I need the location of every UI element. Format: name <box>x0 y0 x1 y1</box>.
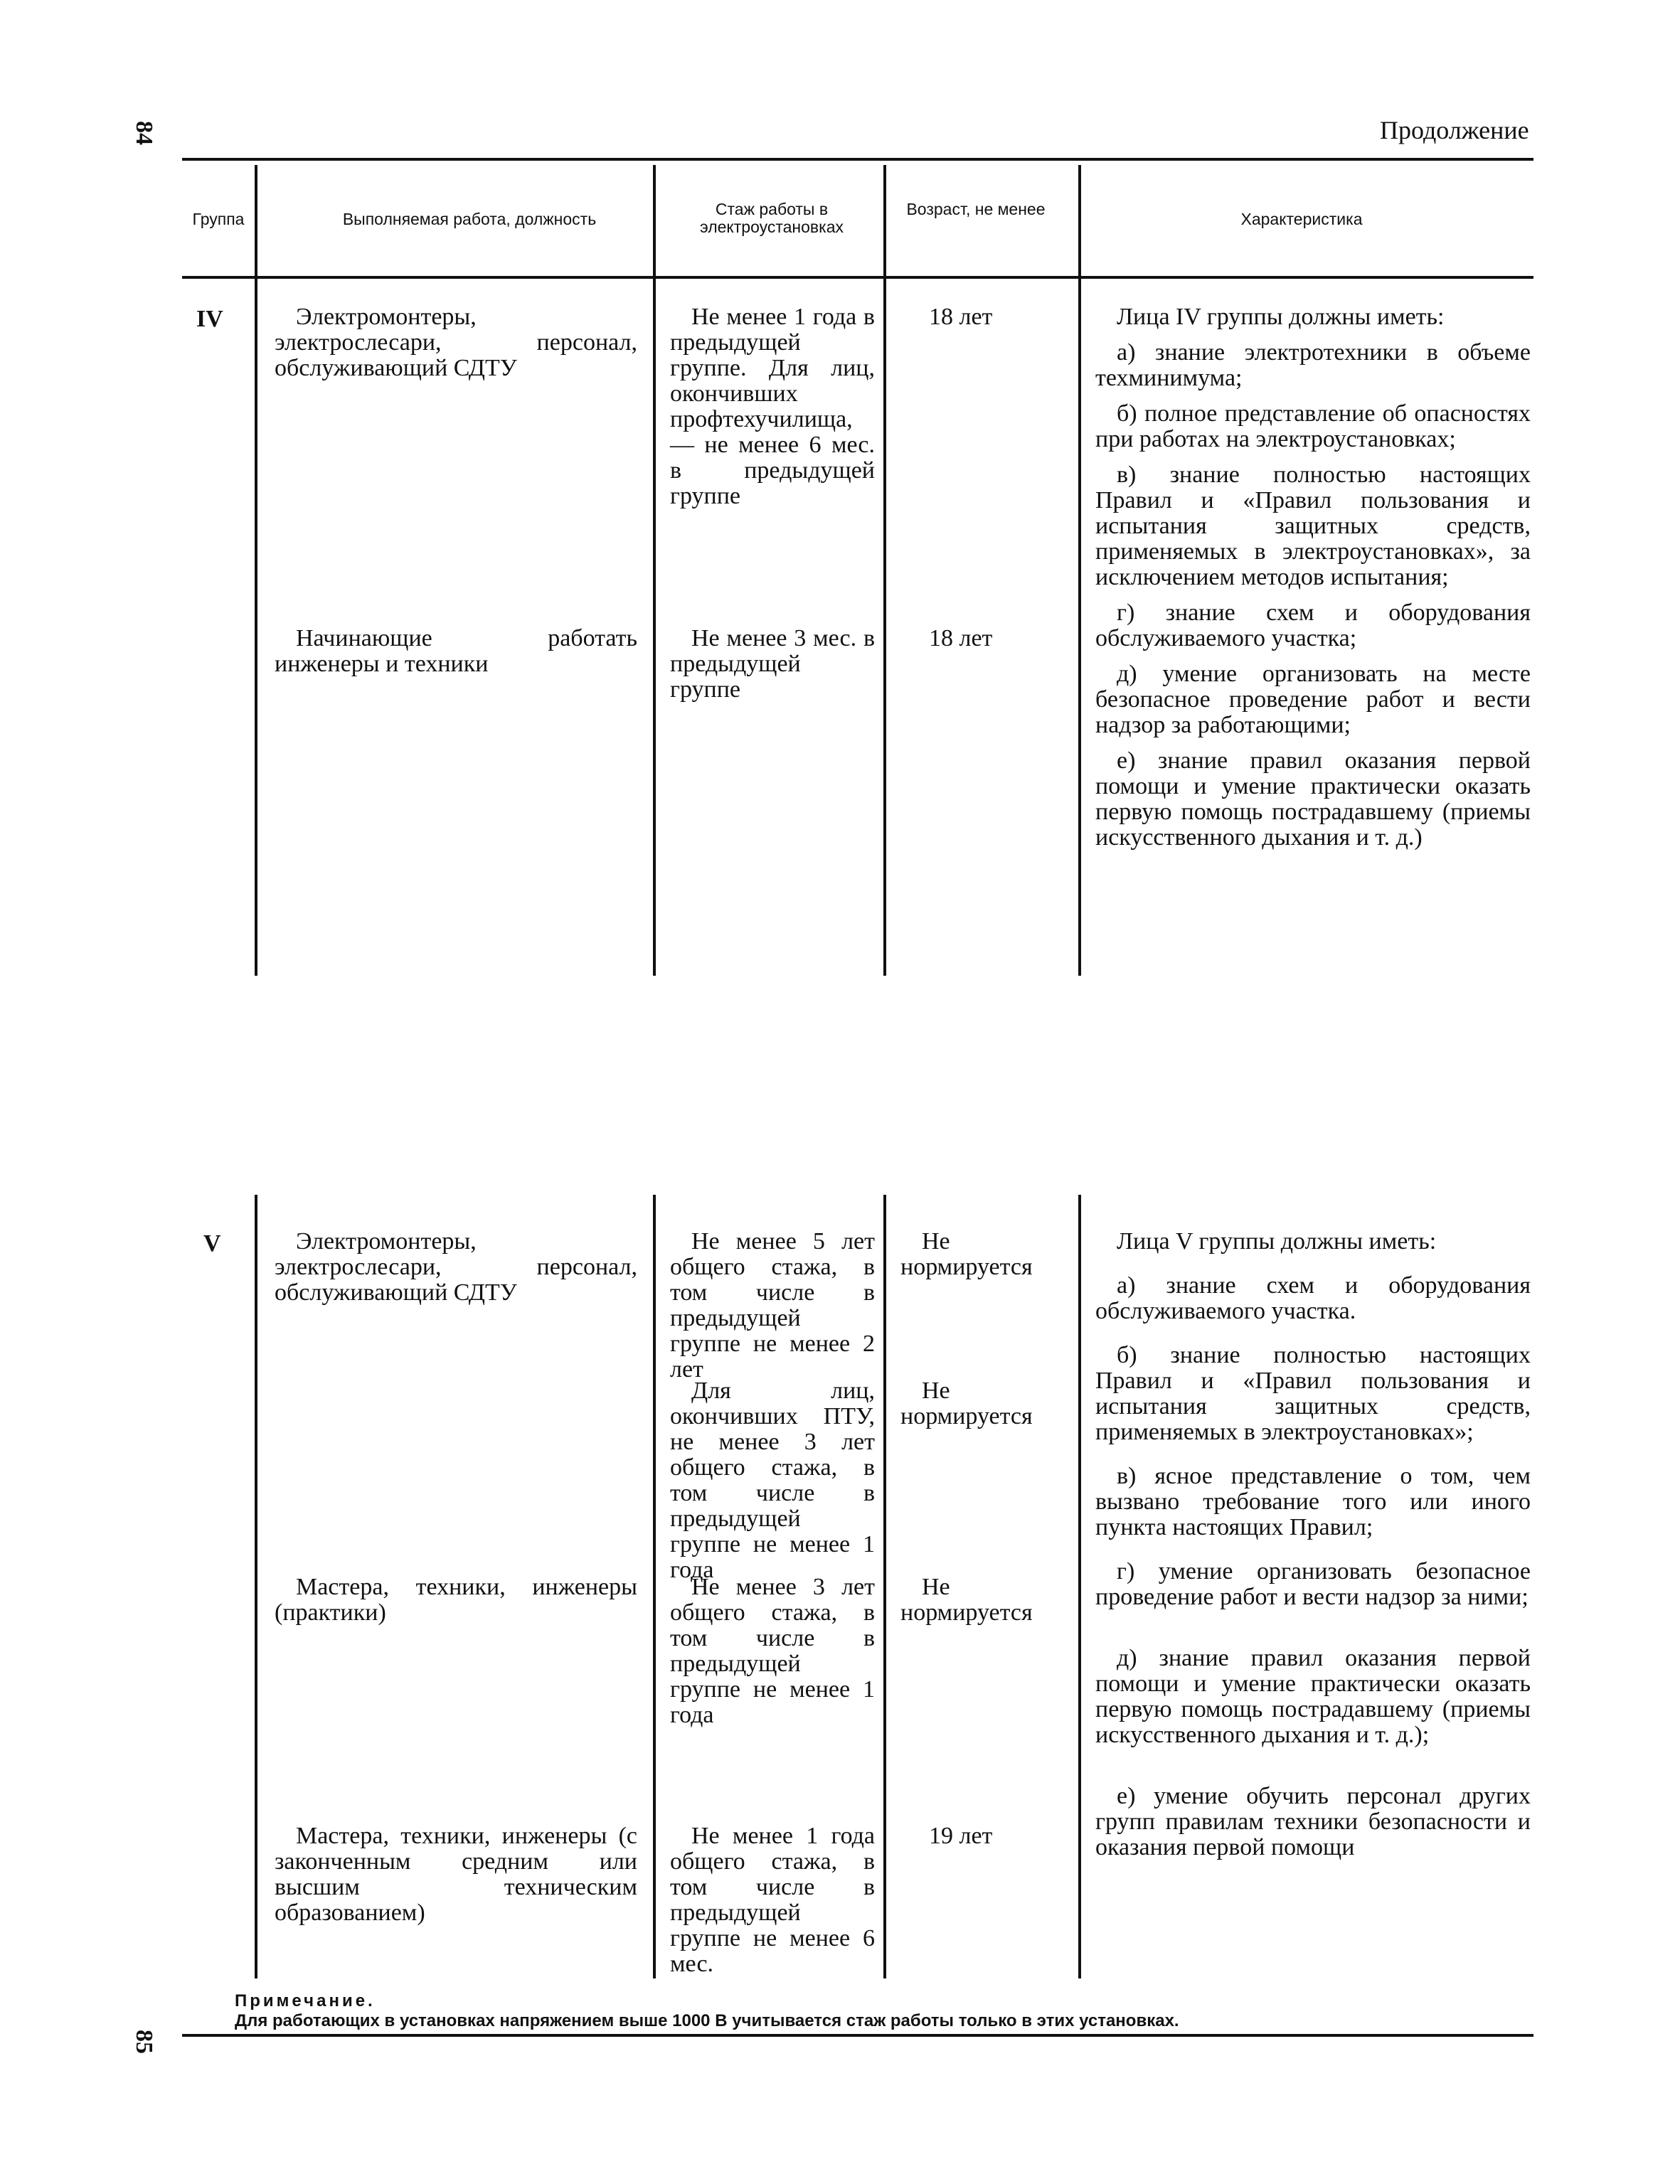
header-work: Выполняемая работа, должность <box>342 210 597 228</box>
v-row3-work: Мастера, техники, инженеры (практики) <box>275 1574 637 1626</box>
col-divider-1-lower <box>255 1195 257 1978</box>
col-divider-2 <box>653 165 656 976</box>
v-characteristic-d: г) умение организовать безопасное проведение работ и вести надзор за ними; <box>1095 1558 1531 1610</box>
note-text: Для работающих в установках напряжением выше 1000 В учитывается стаж работы только в этих установках. <box>235 2011 1179 2030</box>
v-characteristic-a: а) знание схем и оборудования обслуживаемого участка. <box>1095 1272 1531 1324</box>
iv-characteristic-f: е) знание правил оказания первой помощи и умение практически оказать первую помощь пострадавшему (приемы искусственного дыхания и т. д.) <box>1095 747 1531 851</box>
v-row1-experience: Не менее 5 лет общего стажа, в том числе в предыдущей группе не менее 2 лет <box>670 1228 875 1383</box>
iv-characteristic-d: г) знание схем и оборудования обслуживаемого участка; <box>1095 600 1531 651</box>
iv-characteristics <box>1095 304 1531 861</box>
v-row4-age: 19 лет <box>929 1823 993 1849</box>
col-divider-4-lower <box>1078 1195 1081 1978</box>
group-iv-label: IV <box>196 306 223 332</box>
iv-row2-age: 18 лет <box>929 625 993 651</box>
col-divider-2-lower <box>653 1195 656 1978</box>
v-row3-experience: Не менее 3 лет общего стажа, в том числе в предыдущей группе не менее 1 года <box>670 1574 875 1728</box>
iv-row1-experience: Не менее 1 года в предыдущей группе. Для лиц, окончивших профтехучилища, — не менее 6 мес. в предыдущей группе <box>670 304 875 509</box>
page-number-bottom: 85 <box>131 2030 157 2054</box>
header-age: Возраст, не менее <box>906 200 1046 218</box>
v-characteristic-b: б) знание полностью настоящих Правил и «Правил пользования и испытания защитных средств, применяемых в электроустановках»; <box>1095 1342 1531 1445</box>
iv-row1-work: Электромонтеры, электрослесари, персонал, обслуживающий СДТУ <box>275 304 637 381</box>
continuation-label: Продолжение <box>1380 116 1529 144</box>
v-characteristic-f: е) умение обучить персонал других групп правилам техники безопасности и оказания первой помощи <box>1095 1783 1531 1860</box>
v-row2-experience: Для лиц, окончивших ПТУ, не менее 3 лет общего стажа, в том числе в предыдущей группе не менее 1 года <box>670 1378 875 1583</box>
v-row4-work: Мастера, техники, инженеры (с законченным средним или высшим техническим образованием) <box>275 1823 637 1926</box>
iv-characteristic-a: а) знание электротехники в объеме техминимума; <box>1095 339 1531 391</box>
bottom-rule <box>182 2034 1533 2037</box>
header-experience: Стаж работы в электроустановках <box>699 200 844 237</box>
iv-characteristic-e: д) умение организовать на месте безопасное проведение работ и вести надзор за работающими; <box>1095 661 1531 738</box>
v-characteristic-intro: Лица V группы должны иметь: <box>1117 1228 1437 1255</box>
v-row3-age: Не нормируется <box>900 1574 1033 1626</box>
note-title: Примечание. <box>235 1991 376 2010</box>
header-bottom-rule <box>182 276 1533 279</box>
top-rule <box>182 158 1533 161</box>
v-characteristic-c: в) ясное представление о том, чем вызвано требование того или иного пункта настоящих Правил; <box>1095 1463 1531 1540</box>
iv-row2-work: Начинающие работать инженеры и техники <box>275 625 637 677</box>
v-row1-work: Электромонтеры, электрослесари, персонал, обслуживающий СДТУ <box>275 1228 637 1306</box>
iv-row2-experience: Не менее 3 мес. в предыдущей группе <box>670 625 875 703</box>
header-characteristic: Характеристика <box>1240 210 1363 228</box>
iv-characteristic-b: б) полное представление об опасностях при работах на электроустановках; <box>1095 400 1531 452</box>
v-row2-age: Не нормируется <box>900 1378 1033 1429</box>
iv-characteristic-c: в) знание полностью настоящих Правил и «Правил пользования и испытания защитных средств, применяемых в электроустановках», за исключением методов испытания; <box>1095 462 1531 590</box>
col-divider-1 <box>255 165 257 976</box>
col-divider-4 <box>1078 165 1081 976</box>
header-group: Группа <box>192 210 245 228</box>
iv-row1-age: 18 лет <box>929 304 993 330</box>
group-v-label: V <box>203 1230 221 1257</box>
page-number-top: 84 <box>131 121 157 145</box>
v-row1-age: Не нормируется <box>900 1228 1033 1280</box>
iv-characteristic-intro: Лица IV группы должны иметь: <box>1117 304 1445 330</box>
col-divider-3-lower <box>883 1195 886 1978</box>
v-characteristic-e: д) знание правил оказания первой помощи и умение практически оказать первую помощь пострадавшему (приемы искусственного дыхания и т. д.); <box>1095 1645 1531 1748</box>
v-row4-experience: Не менее 1 года общего стажа, в том числе в предыдущей группе не менее 6 мес. <box>670 1823 875 1977</box>
v-characteristics <box>1095 1229 1531 1870</box>
col-divider-3 <box>883 165 886 976</box>
